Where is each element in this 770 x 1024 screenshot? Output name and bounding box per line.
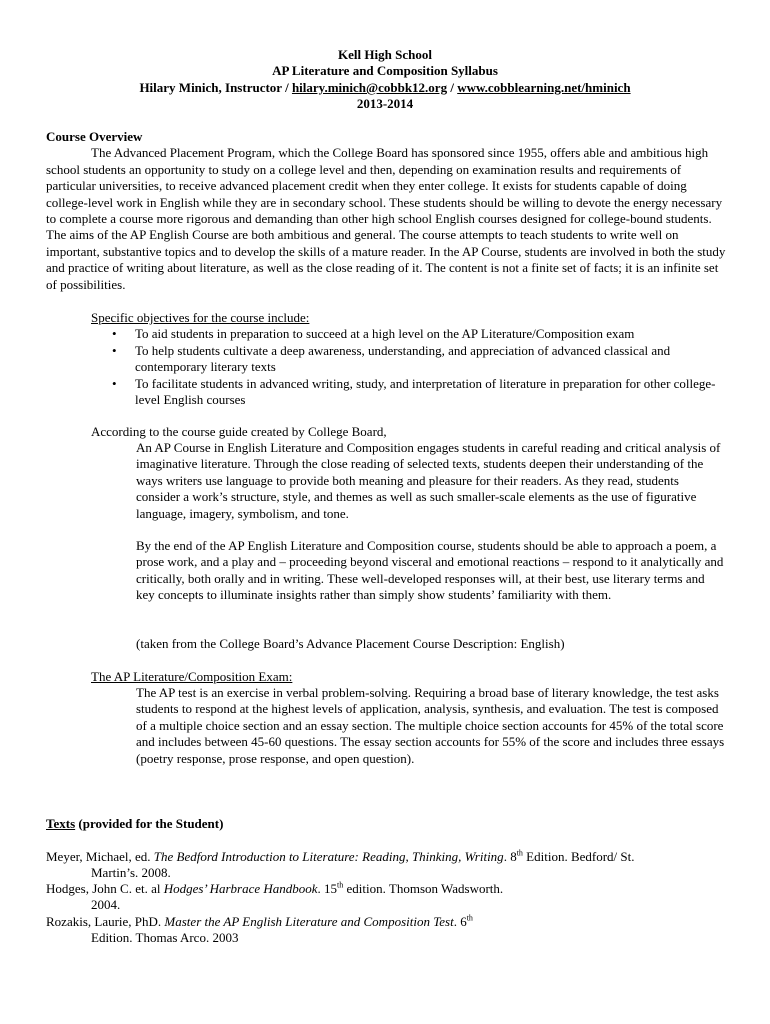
guide-quote-2: By the end of the AP English Literature and Composition course, students should be able to approach a poem, a prose work, and a play and – proceeding beyond visceral and emotional reactions – respond to it analytically and critically, both orally and in writing. These well-developed responses will, at their best, use literary terms and key concepts to illuminate insights rather than simply show students’ familiarity with them. [136,538,724,603]
objective-item: • To aid students in preparation to succeed at a high level on the AP Literature/Composition exam [112,326,635,342]
school-year: 2013-2014 [356,96,414,112]
email-link[interactable]: hilary.minich@cobbk12.org [291,79,448,95]
text-entry-rozakis: Rozakis, Laurie, PhD. Master the AP English Literature and Composition Test. 6th Edition. Thomas Arco. 2003 [46,913,473,946]
course-overview-section [46,129,726,293]
text-entry-meyer: Meyer, Michael, ed. The Bedford Introduction to Literature: Reading, Thinking, Writing. 8th Edition. Bedford/ St. Martin’s. 2008. [46,848,635,881]
guide-intro: According to the course guide created by College Board, [91,424,387,439]
document-header [0,47,770,113]
guide-source: (taken from the College Board’s Advance Placement Course Description: English) [136,636,565,651]
guide-quote-1: An AP Course in English Literature and Composition engages students in careful reading and critical analysis of imaginative literature. Through the close reading of selected texts, students deepen their understanding of the ways writers use language to provide both meaning and pleasure for their readers. As they read, students consider a work’s structure, style, and themes as well as such smaller-scale elements as the use of figurative language, imagery, symbolism, and tone. [136,440,721,521]
course-overview-paragraph: The Advanced Placement Program, which the College Board has sponsored since 1955, offers able and ambitious high school students an opportunity to study on a college level and then, depending on examination results and requirements of particular universities, to receive advanced placement credit when they enter college. It exists for students capable of doing college-level work in English while they are in secondary school. These students should be willing to devote the energy necessary to complete a course more rigorous and demanding than other high school English courses designed for college-bound students. The aims of the AP English Course are both ambitious and general. The course attempts to teach students to write well on important, substantive topics and to develop the skills of a mature reader. In the AP Course, students are involved in both the study and practice of writing about literature, as well as the close reading of it. The content is not a finite set of facts; it is an infinite set of possibilities. [46,145,726,292]
course-overview-heading: Course Overview [46,129,143,144]
objectives-section [91,310,721,408]
book-title: Master the AP English Literature and Composition Test [164,914,454,929]
book-title: Hodges’ Harbrace Handbook [163,881,318,896]
course-title: AP Literature and Composition Syllabus [272,63,498,79]
book-title: The Bedford Introduction to Literature: Reading, Thinking, Writing [153,849,504,864]
objective-item: • To facilitate students in advanced writing, study, and interpretation of literature in preparation for other college-level English courses [112,375,716,408]
instructor-name: Hilary Minich, Instructor / [139,79,292,95]
school-name: Kell High School [338,47,432,62]
bullet-icon: • [112,326,117,342]
bullet-icon: • [112,342,117,358]
texts-heading: Texts (provided for the Student) [46,816,224,831]
website-link[interactable]: www.cobblearning.net/hminich [457,79,631,95]
text-entry-hodges: Hodges, John C. et. al Hodges’ Harbrace Handbook. 15th edition. Thomson Wadsworth. 2004. [46,880,504,913]
objectives-heading: Specific objectives for the course include: [91,310,310,325]
objective-item: • To help students cultivate a deep awareness, understanding, and appreciation of advanced classical and contemporary literary texts [112,342,671,375]
instructor-line [0,80,770,96]
exam-paragraph: The AP test is an exercise in verbal problem-solving. Requiring a broad base of literary knowledge, the test asks students to respond at the highest levels of application, analysis, synthesis, and evaluation. The test is composed of a multiple choice section and an essay section. The multiple choice section accounts for 45% of the total score and includes between 45-60 questions. The essay section accounts for 55% of the score and includes three essays (poetry response, prose response, and open question). [136,685,725,766]
separator: / [447,79,458,95]
objectives-list [91,326,721,408]
exam-heading: The AP Literature/Composition Exam: [91,669,293,684]
bullet-icon: • [112,375,117,391]
